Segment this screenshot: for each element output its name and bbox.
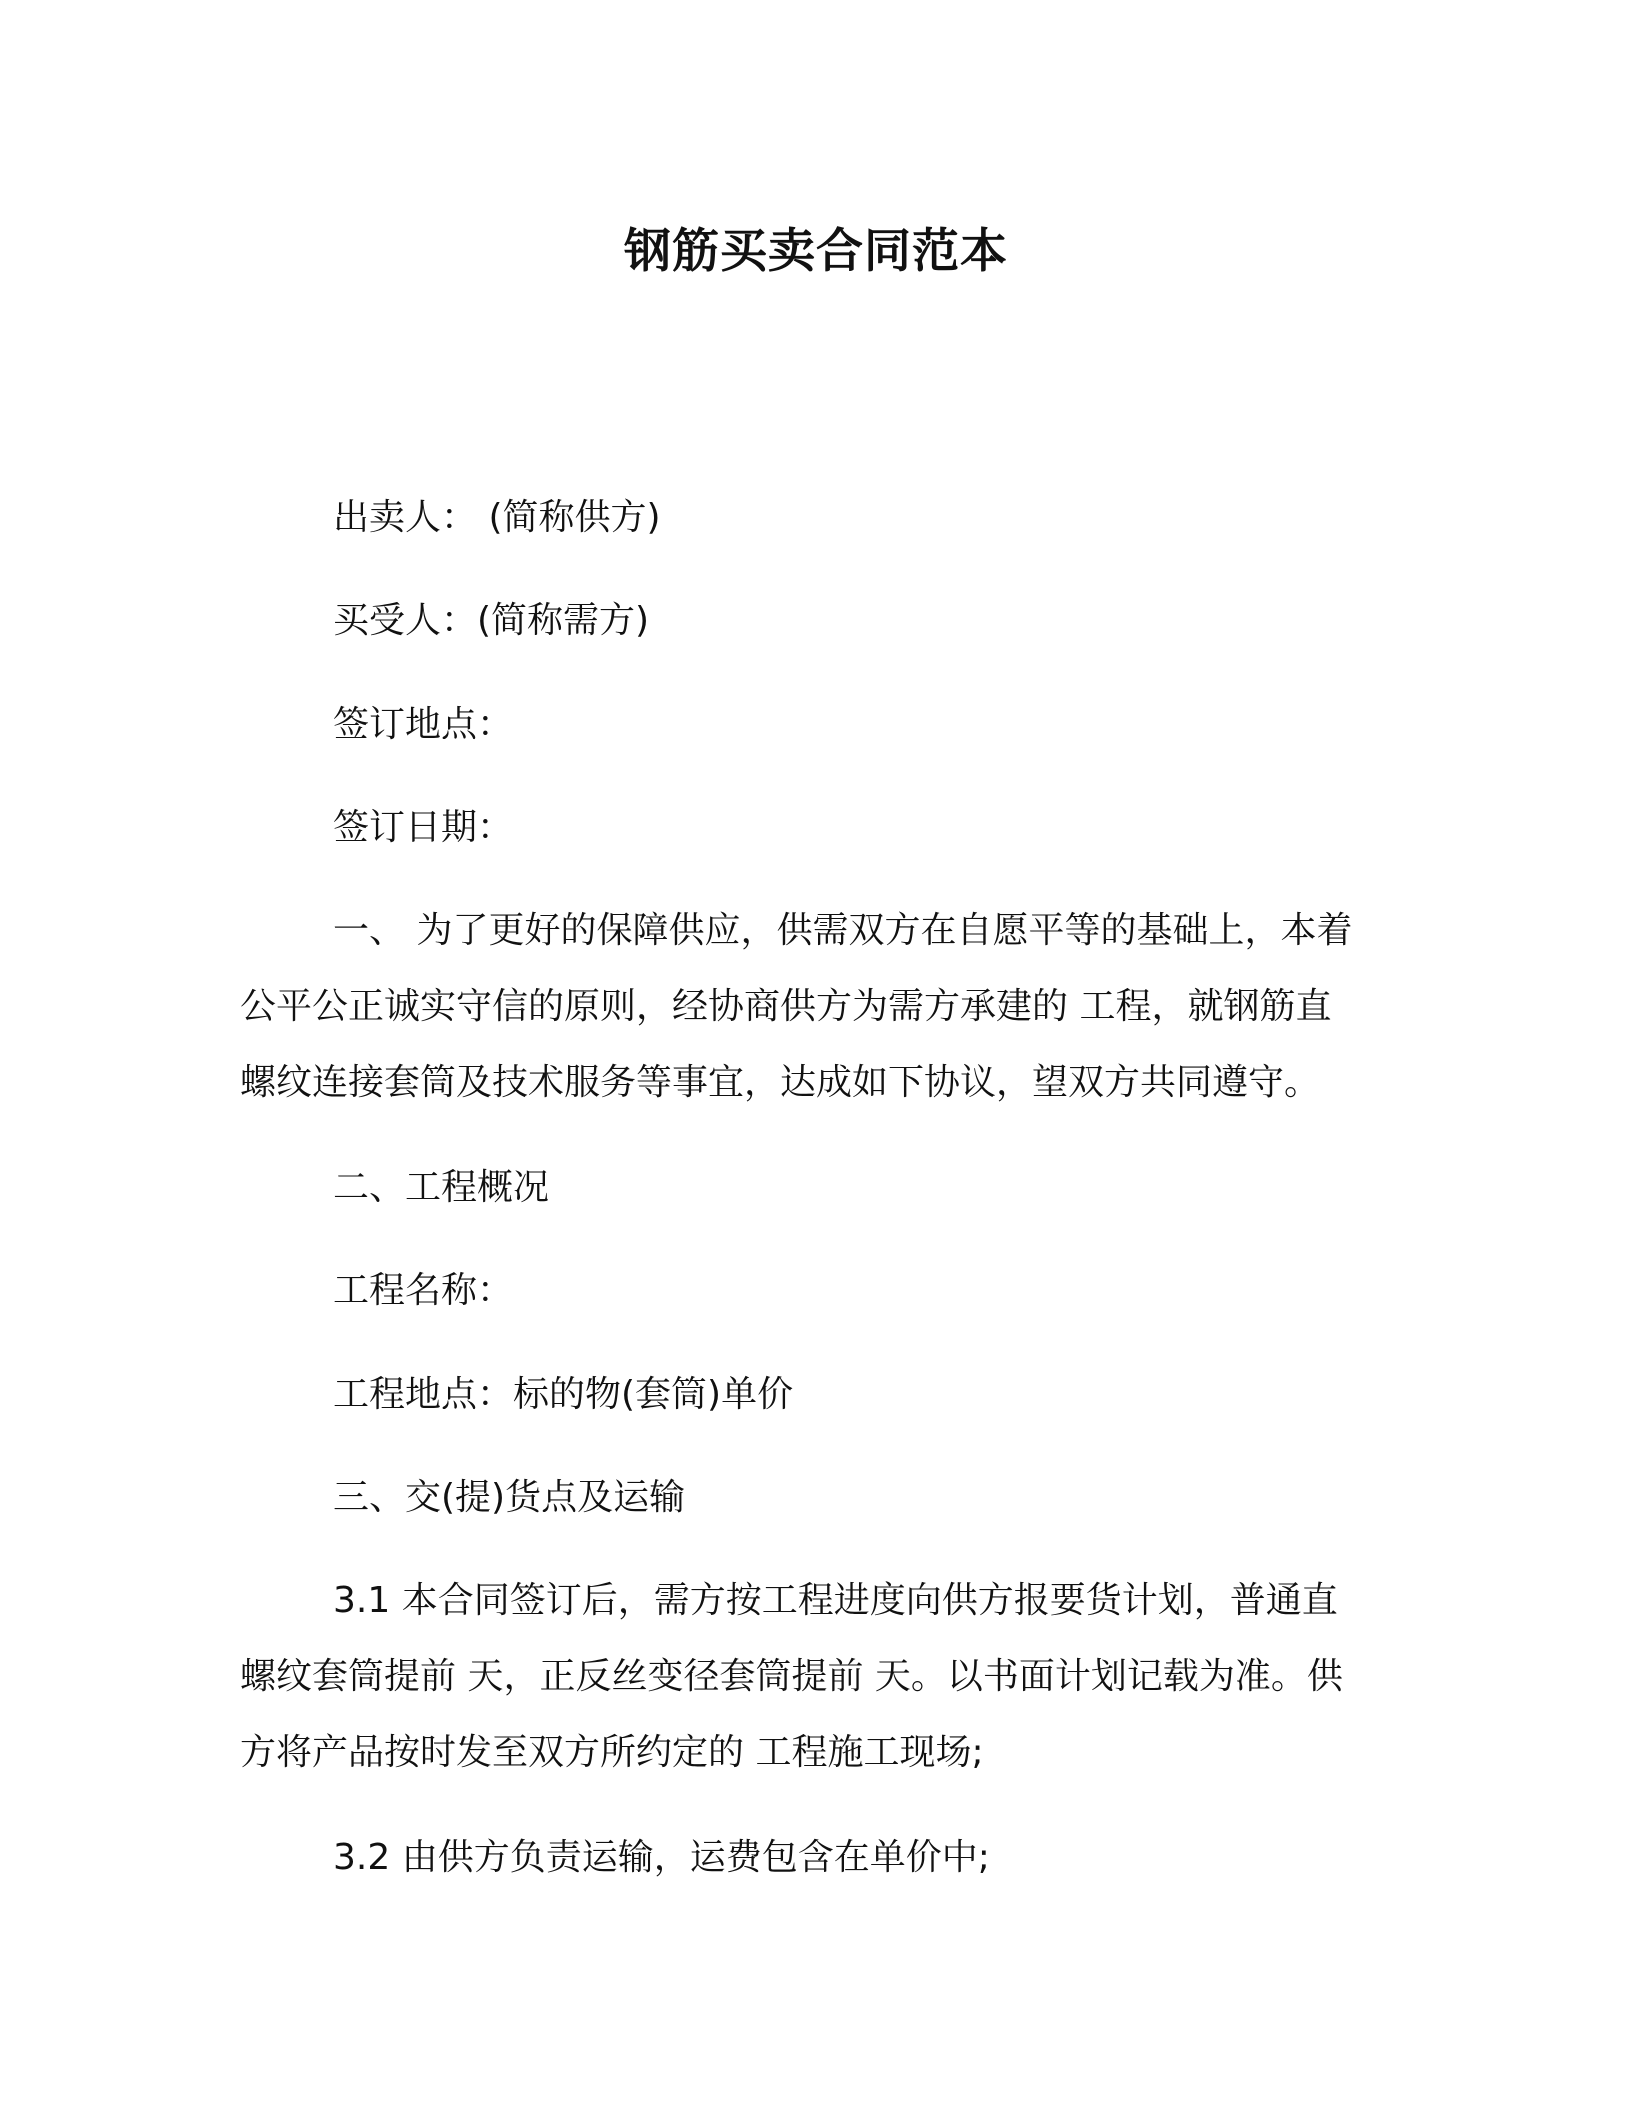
clause-3-1-line-3: 方将产品按时发至双方所约定的 工程施工现场; bbox=[240, 1732, 984, 1773]
clause-3-2-line: 3.2 由供方负责运输，运费包含在单价中; bbox=[333, 1837, 990, 1878]
section-1-paragraph-line-2: 公平公正诚实守信的原则，经协商供方为需方承建的 工程，就钢筋直 bbox=[240, 986, 1332, 1027]
section-3-heading: 三、交(提)货点及运输 bbox=[333, 1477, 686, 1518]
clause-3-1-line-2: 螺纹套筒提前 天，正反丝变径套筒提前 天。以书面计划记载为准。供 bbox=[240, 1656, 1343, 1697]
clause-3-1-line-1: 3.1 本合同签订后，需方按工程进度向供方报要货计划，普通直 bbox=[333, 1580, 1338, 1621]
project-name-line: 工程名称： bbox=[333, 1270, 514, 1311]
document-title: 钢筋买卖合同范本 bbox=[624, 224, 1008, 279]
buyer-line: 买受人：(简称需方) bbox=[333, 600, 650, 641]
project-location-line: 工程地点：标的物(套筒)单价 bbox=[333, 1374, 794, 1415]
section-1-paragraph-line-1: 一、 为了更好的保障供应，供需双方在自愿平等的基础上，本着 bbox=[333, 910, 1353, 951]
signing-date-line: 签订日期： bbox=[333, 807, 514, 848]
section-2-heading: 二、工程概况 bbox=[333, 1167, 550, 1208]
section-1-paragraph-line-3: 螺纹连接套筒及技术服务等事宜，达成如下协议，望双方共同遵守。 bbox=[240, 1062, 1321, 1103]
signing-place-line: 签订地点： bbox=[333, 704, 514, 745]
seller-line: 出卖人： (简称供方) bbox=[333, 497, 661, 538]
